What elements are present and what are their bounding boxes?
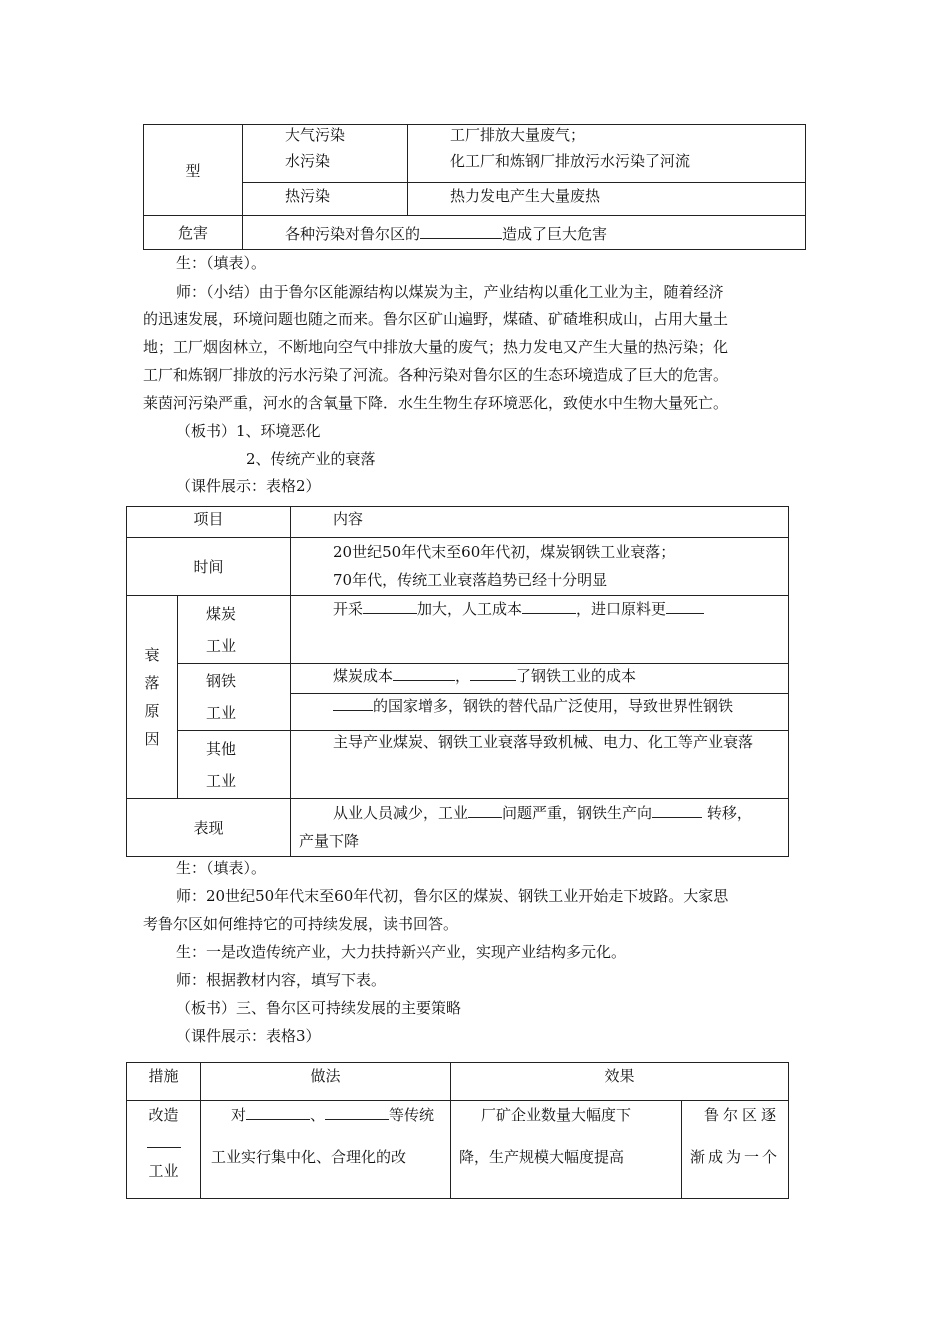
blank[interactable]: [666, 597, 704, 614]
header-method: 做法: [201, 1063, 451, 1101]
courseware-note: （课件展示：表格3）: [176, 1027, 321, 1045]
blank[interactable]: [333, 694, 373, 711]
reason-label: 衰落原因: [127, 596, 178, 799]
pollution-kind: 水污染: [285, 152, 331, 170]
type-label: 型: [144, 125, 243, 216]
time-label: 时间: [127, 538, 291, 596]
other-text: 主导产业煤炭、钢铁工业衰落导致机械、电力、化工等产业衰落: [333, 733, 754, 751]
blank[interactable]: [470, 664, 516, 681]
header-content: 内容: [291, 507, 789, 538]
paragraph: 师：（小结）由于鲁尔区能源结构以煤炭为主，产业结构以重化工业为主，随着经济: [176, 283, 724, 301]
harm-text: 造成了巨大危害: [502, 224, 608, 243]
paragraph: 生：一是改造传统产业，大力扶持新兴产业，实现产业结构多元化。: [176, 943, 627, 961]
board-note: （板书）三、鲁尔区可持续发展的主要策略: [176, 999, 462, 1017]
pollution-desc: 热力发电产生大量废热: [450, 187, 601, 205]
paragraph: 考鲁尔区如何维持它的可持续发展，读书回答。: [143, 915, 459, 933]
paragraph: 的迅速发展，环境问题也随之而来。鲁尔区矿山遍野，煤碴、矿碴堆积成山，占用大量土: [143, 310, 729, 328]
blank[interactable]: [363, 597, 417, 614]
board-note: （板书）1、环境恶化: [176, 422, 321, 440]
pollution-kind: 热污染: [285, 187, 331, 205]
blank[interactable]: [147, 1131, 181, 1148]
paragraph: 生：（填表）。: [176, 859, 267, 877]
steel-label: 钢铁工业: [178, 664, 291, 731]
decline-table: 项目 内容 时间 20世纪50年代末至60年代初，煤炭钢铁工业衰落； 70年代，传统工业衰落趋势已经十分明显 衰落原因 煤炭工业 开采 加大，人工成本 ，进口原料更 钢铁工业 煤炭成本 ， 了钢铁工业的成本 的国家增多，钢铁的替代品广泛使用，导致世界性钢铁 其他工业 主导产业煤炭、钢铁工业衰落导致机械、电力、化工等产业衰落 表现 从业人员减少，工业 问题严重，钢铁生产向 转移， 产量下降: [126, 506, 789, 857]
time-text: 20世纪50年代末至60年代初，煤炭钢铁工业衰落；: [333, 543, 676, 561]
performance-label: 表现: [127, 799, 291, 857]
paragraph: 地；工厂烟囱林立，不断地向空气中排放大量的废气；热力发电又产生大量的热污染；化: [143, 338, 729, 356]
pollution-desc: 工厂排放大量废气；: [450, 126, 586, 144]
blank[interactable]: [468, 801, 502, 818]
blank[interactable]: [246, 1103, 310, 1120]
coal-label: 煤炭工业: [178, 596, 291, 664]
blank[interactable]: [325, 1103, 389, 1120]
harm-label: 危害: [144, 216, 243, 250]
blank[interactable]: [393, 664, 455, 681]
pollution-table: [143, 124, 806, 250]
strategy-table: 措施 做法 效果 改造 工业 对 、 等传统 工业实行集中化、合理化的改 厂矿企业数量大幅度下 降，生产规模大幅度提高 鲁尔区逐 渐成为一个: [126, 1062, 789, 1199]
pollution-kind: 大气污染: [285, 126, 346, 144]
paragraph: 工厂和炼钢厂排放的污水污染了河流。各种污染对鲁尔区的生态环境造成了巨大的危害。: [143, 366, 729, 384]
header-effect: 效果: [451, 1063, 789, 1101]
other-label: 其他工业: [178, 731, 291, 799]
paragraph: 生：（填表）。: [176, 254, 267, 272]
blank[interactable]: [420, 222, 502, 239]
harm-text: 各种污染对鲁尔区的: [285, 224, 421, 243]
paragraph: 师：根据教材内容，填写下表。: [176, 971, 387, 989]
time-text: 70年代，传统工业衰落趋势已经十分明显: [333, 571, 608, 589]
paragraph: 师：20世纪50年代末至60年代初，鲁尔区的煤炭、钢铁工业开始走下坡路。大家思: [176, 887, 729, 905]
header-measure: 措施: [127, 1063, 201, 1101]
header-item: 项目: [127, 507, 291, 538]
blank[interactable]: [522, 597, 576, 614]
board-note: 2、传统产业的衰落: [246, 450, 376, 468]
courseware-note: （课件展示：表格2）: [176, 477, 321, 495]
paragraph: 莱茵河污染严重，河水的含氧量下降．水生生物生存环境恶化，致使水中生物大量死亡。: [143, 394, 729, 412]
pollution-desc: 化工厂和炼钢厂排放污水污染了河流: [450, 152, 691, 170]
blank[interactable]: [652, 801, 702, 818]
